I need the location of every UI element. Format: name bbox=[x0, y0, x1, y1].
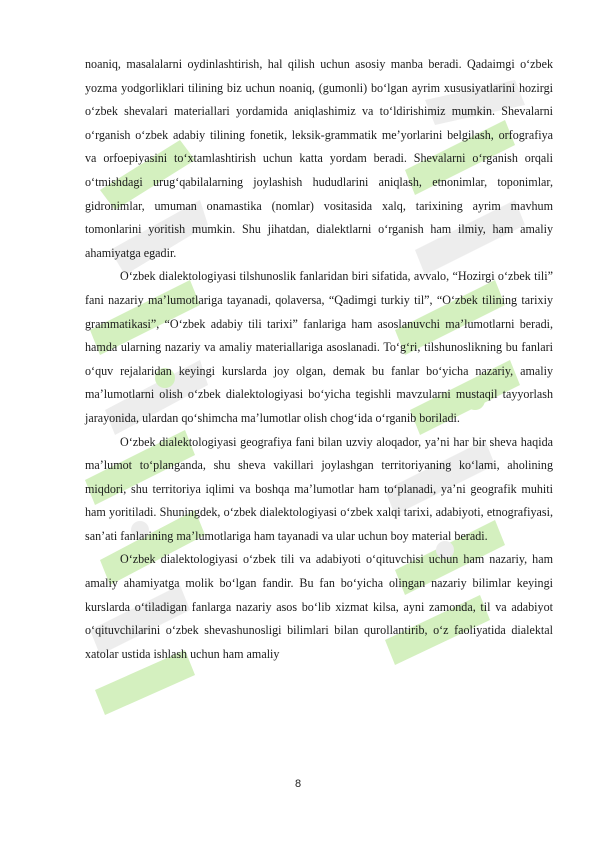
page-number: 8 bbox=[294, 778, 302, 790]
paragraph-1: noaniq, masalalarni oydinlashtirish, hal qilish uchun asosiy manba beradi. Qadaimgi o‘zbek yozma yodgorliklari tilining biz uchun noaniq, (gumonli) bo‘lgan ayrim xususiyatlarini hozirgi o‘zbek shevalari materiallari yordamida aniqlashimiz va to‘ldirishimiz mumkin. Shevalarni o‘rganish o‘zbek adabiy tilining fonetik, leksik-grammatik me’yorlarini belgilash, orfografiya va orfoepiyasini to‘xtamlashtirish uchun katta yordam beradi. Shevalarni o‘rganish orqali o‘tmishdagi urug‘qabilalarning joylashish hududlarini aniqlash, etnonimlar, toponimlar, gidronimlar, umuman onamastika (nomlar) vositasida xalq, tarixining ayrim mavhum tomonlarini yoritish mumkin. Shu jihatdan, dialektlarni o‘rganish ham ilmiy, ham amaliy ahamiyatga egadir. bbox=[85, 57, 553, 260]
paragraph-2: O‘zbek dialektologiyasi tilshunoslik fanlaridan biri sifatida, avvalo, “Hozirgi o‘zbek tili” fani nazariy ma’lumotlariga tayanadi, qolaversa, “Qadimgi turkiy til”, “O‘zbek tilining tarixiy grammatikasi”, “O‘zbek adabiy tili tarixi” fanlariga ham asoslanuvchi ma’lumotlarni beradi, hamda ularning nazariy va amaliy materiallariga asoslanadi. To‘g‘ri, tilshunoslikning bu fanlari o‘quv rejalaridan keyingi kurslarda joy olgan, demak bu fanlar bo‘yicha nazariy, amaliy ma’lumotlarni olish o‘zbek dialektologiyasi bo‘yicha tegishli mavzularni mustaqil tayyorlash jarayonida, ulardan qo‘shimcha ma’lumotlar olish chog‘ida o‘rganib boriladi. bbox=[85, 269, 553, 425]
paragraph-4: O‘zbek dialektologiyasi o‘zbek tili va adabiyoti o‘qituvchisi uchun ham nazariy, ham amaliy ahamiyatga molik bo‘lgan fandir. Bu fan bo‘yicha olingan nazariy bilimlar keyingi kurslarda o‘tiladigan fanlarga nazariy asos bo‘lib xizmat kilsa, ayni zamonda, til va adabiyot o‘qituvchilarini o‘zbek shevashunosligi bilimlari bilan qurollantirib, o‘z faoliyatida dialektal xatolar ustida ishlash uchun ham amaliy bbox=[85, 552, 553, 661]
paragraph-3: O‘zbek dialektologiyasi geografiya fani bilan uzviy aloqador, ya’ni har bir sheva haqida ma’lumot to‘planganda, shu sheva vakillari joylashgan territoriyaning ko‘lami, aholining miqdori, shu territoriya iqlimi va boshqa ma’lumotlar ham to‘planadi, ya’ni geografik muhiti ham yoritiladi. Shuningdek, o‘zbek dialektologiyasi o‘zbek xalqi tarixi, adabiyoti, etnografiyasi, san’ati fanlarining ma’lumotlariga ham tayanadi va ular uchun boy material beradi. bbox=[85, 434, 553, 543]
body-text bbox=[85, 53, 553, 666]
